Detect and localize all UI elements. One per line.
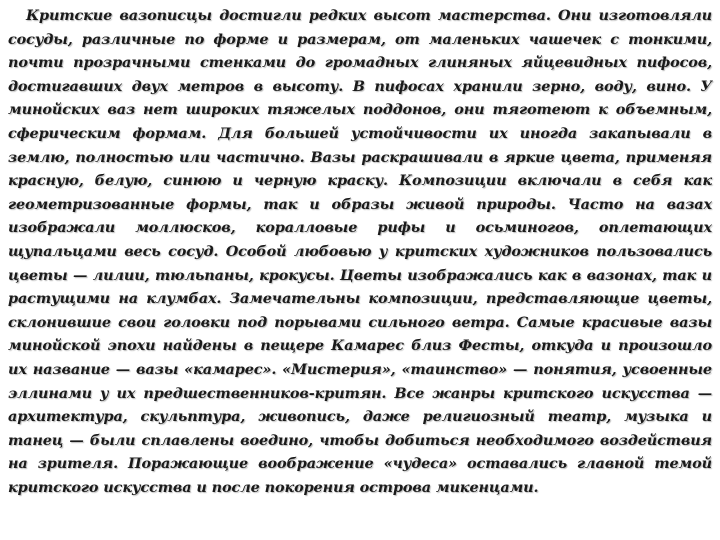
body-paragraph: Критские вазописцы достигли редких высот мастерства. Они изготовляли сосуды, различные по форме и размерам, от маленьких чашечек с тонкими, почти прозрачными стенками до громадных глиняных яйцевидных пифосов, достигавших двух метров в высоту. В пифосах хранили зерно, воду, вино. У минойских ваз нет широких тяжелых поддонов, они тяготеют к объемным, сферическим формам. Для большей устойчивости их иногда закапывали в землю, полностью или частично. Вазы раскрашивали в яркие цвета, применяя красную, белую, синюю и черную краску. Композиции включали в себя как геометризованные формы, так и образы живой природы. Часто на вазах изображали моллюсков, коралловые рифы и осьминогов, оплетающих щупальцами весь сосуд. Особой любовью у критских художников пользовались цветы — лилии, тюльпаны, крокусы. Цветы изображались как в вазонах, так и растущими на клумбах. Замечательны композиции, представляющие цветы, склонившие свои головки под порывами сильного ветра. Самые красивые вазы минойской эпохи найдены в пещере Камарес близ Фесты, откуда и произошло их название — вазы «камарес». «Мистерия», «таинство» — понятия, усвоенные эллинами у их предшественников-критян. Все жанры критского искусства — архитектура, скульптура, живопись, даже религиозный театр, музыка и танец — были сплавлены воедино, чтобы добиться необходимого воздействия на зрителя. Поражающие воображение «чудеса» оставались главной темой критского искусства и после покорения острова микенцами.: [8, 7, 712, 496]
